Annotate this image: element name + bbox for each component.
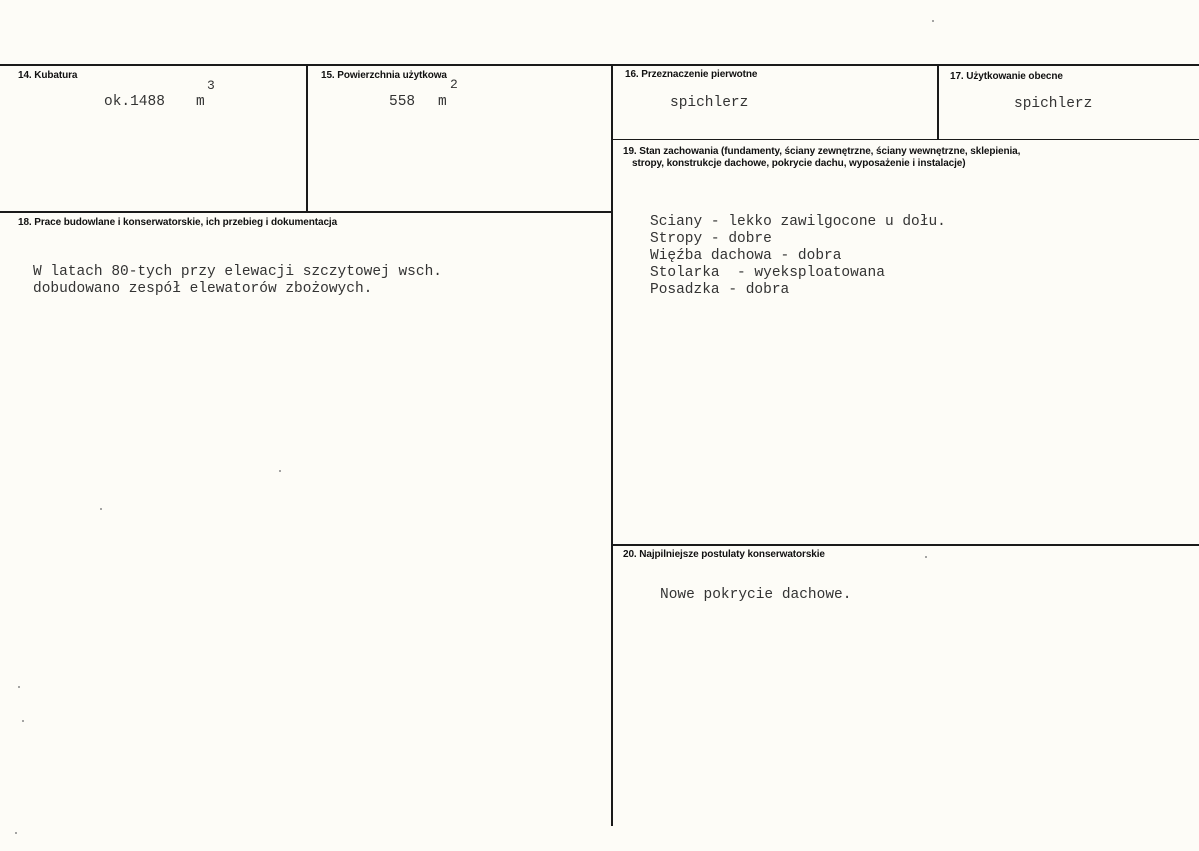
postulaty-value: Nowe pokrycie dachowe. xyxy=(660,587,852,603)
paper-speck xyxy=(22,720,24,722)
paper-speck xyxy=(18,686,20,688)
powierzchnia-label: 15. Powierzchnia użytkowa xyxy=(321,70,447,81)
stan-label-line-1: 19. Stan zachowania (fundamenty, ściany zewnętrzne, ściany wewnętrzne, sklepienia, xyxy=(623,146,1021,157)
prace-line-2: dobudowano zespół elewatorów zbożowych. xyxy=(33,281,373,297)
powierzchnia-value: 558 xyxy=(389,94,416,110)
stan-line-5: Posadzka - dobra xyxy=(650,282,790,298)
kubatura-unit: m xyxy=(196,94,205,110)
paper-speck xyxy=(932,20,934,22)
przeznaczenie-value: spichlerz xyxy=(670,95,749,111)
top-border-line xyxy=(0,64,1199,66)
stan-label-line-2: stropy, konstrukcje dachowe, pokrycie dachu, wyposażenie i instalacje) xyxy=(632,158,966,169)
uzytkowanie-label: 17. Użytkowanie obecne xyxy=(950,71,1063,82)
kubatura-exponent: 3 xyxy=(207,78,215,93)
stan-line-4: Stolarka - wyeksploatowana xyxy=(650,265,885,281)
paper-speck xyxy=(100,508,102,510)
divider-14-15 xyxy=(306,66,308,212)
postulaty-label: 20. Najpilniejsze postulaty konserwatorskie xyxy=(623,549,825,560)
stan-line-2: Stropy - dobre xyxy=(650,231,772,247)
divider-19-20 xyxy=(612,544,1199,546)
paper-speck xyxy=(279,470,281,472)
powierzchnia-exponent: 2 xyxy=(450,77,458,92)
divider-row2-left xyxy=(0,211,612,213)
stan-line-3: Więźba dachowa - dobra xyxy=(650,248,842,264)
divider-row2-right xyxy=(612,139,1199,140)
powierzchnia-unit: m xyxy=(438,94,447,110)
kubatura-value: ok.1488 xyxy=(104,94,165,110)
kubatura-label: 14. Kubatura xyxy=(18,70,78,81)
przeznaczenie-label: 16. Przeznaczenie pierwotne xyxy=(625,69,758,80)
paper-speck xyxy=(925,556,927,558)
uzytkowanie-value: spichlerz xyxy=(1014,96,1093,112)
center-divider xyxy=(611,66,613,826)
prace-label: 18. Prace budowlane i konserwatorskie, ich przebieg i dokumentacja xyxy=(18,217,338,228)
stan-line-1: Sciany - lekko zawilgocone u dołu. xyxy=(650,214,946,230)
prace-line-1: W latach 80-tych przy elewacji szczytowej wsch. xyxy=(33,264,442,280)
divider-16-17 xyxy=(937,66,939,140)
paper-speck xyxy=(15,832,17,834)
